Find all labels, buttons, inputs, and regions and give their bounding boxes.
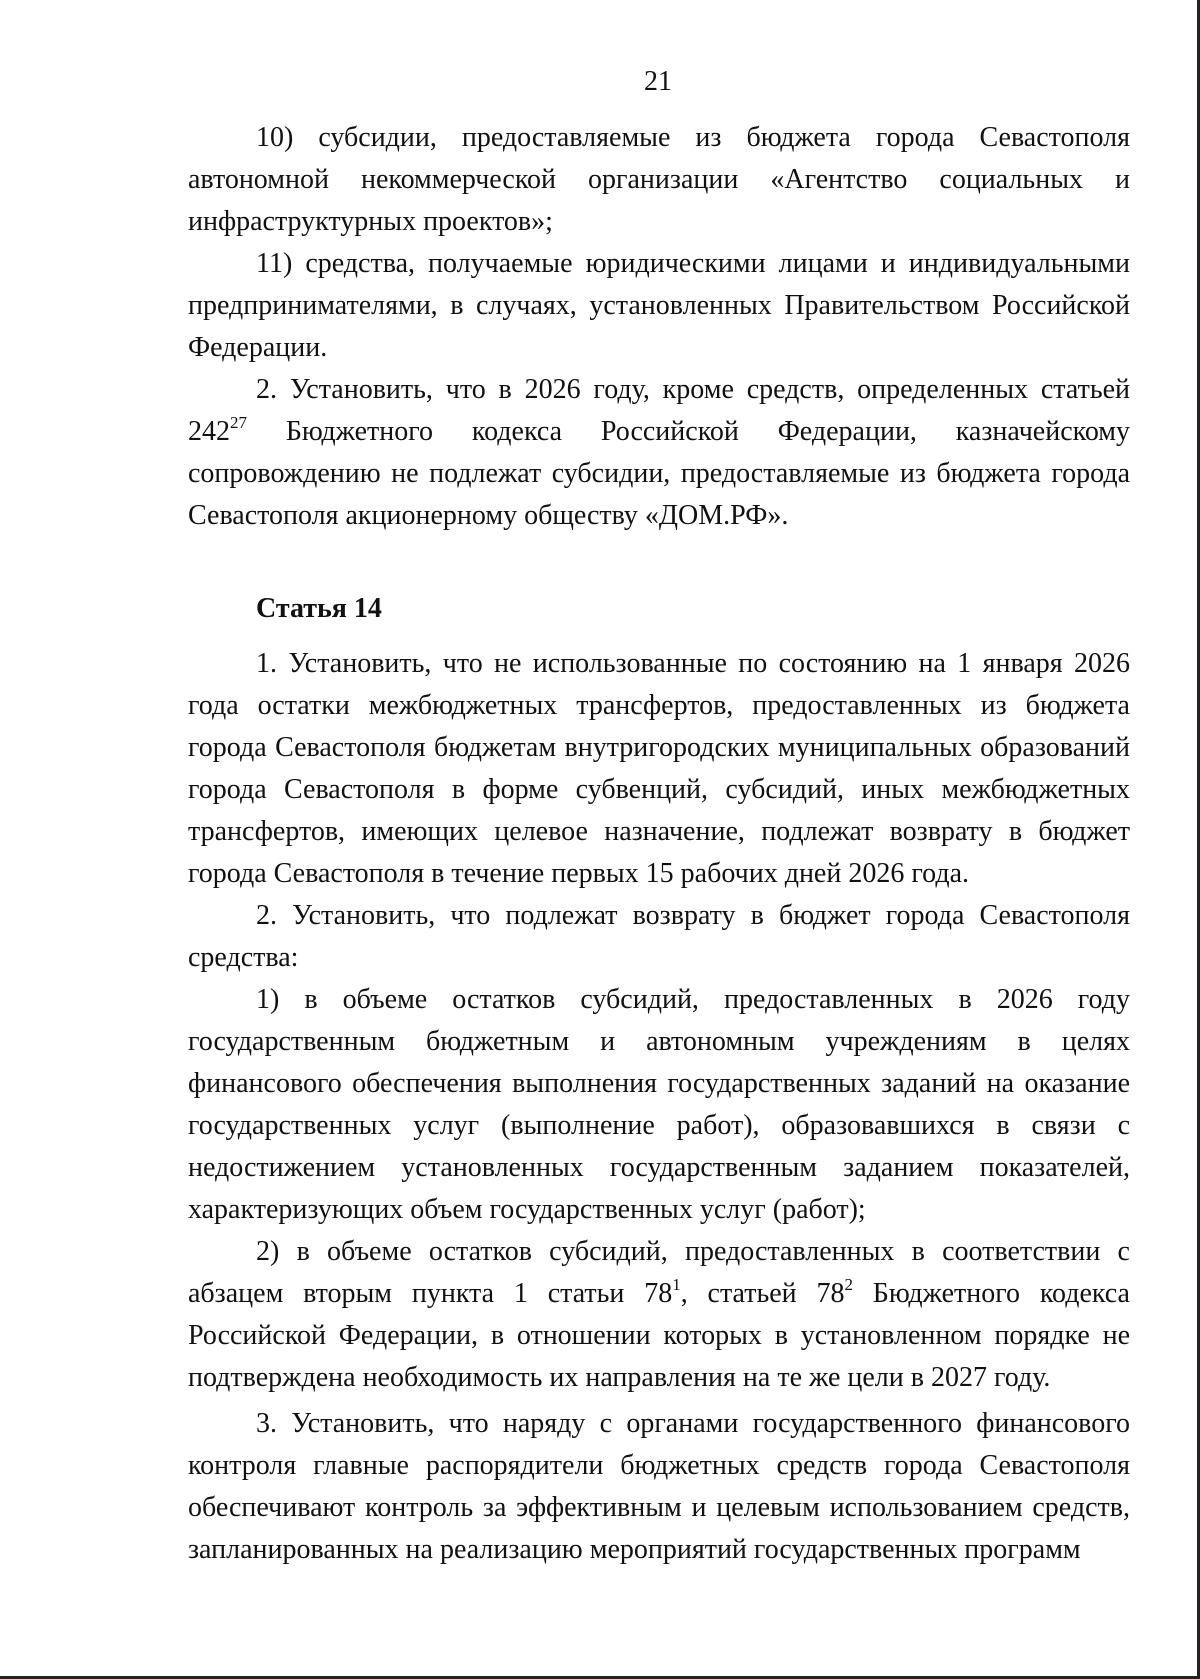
paragraph-2-text-b: Бюджетного кодекса Российской Федерации, казначейскому сопровождению не подлежат субсидии, предоставляемые из бюджета города Севастополя акционерному обществу «ДОМ.РФ».	[188, 416, 1130, 531]
page-number: 21	[644, 66, 672, 97]
article-superscript-27: 27	[230, 413, 247, 432]
paragraph-2-text-a: 2. Установить, что в 2026 году, кроме средств, определенных статьей 242	[188, 374, 1130, 447]
paragraph-2-treasury	[188, 369, 1130, 537]
article-14-paragraph-2: 2. Установить, что подлежат возврату в бюджет города Севастополя средства:	[188, 900, 1130, 973]
superscript-78-1: 1	[672, 1275, 681, 1294]
superscript-78-2: 2	[844, 1275, 853, 1294]
article-14-subitem-1: 1) в объеме остатков субсидий, предоставленных в 2026 году государственным бюджетным и автономным учреждениям в целях финансового обеспечения выполнения государственных заданий на оказание государственных услуг (выполнение работ), образовавшихся в связи с недостижением установленных государственным заданием показателей, характеризующих объем государственных услуг (работ);	[188, 984, 1130, 1225]
article-14-paragraph-3: 3. Установить, что наряду с органами государственного финансового контроля главные распорядители бюджетных средств города Севастополя обеспечивают контроль за эффективным и целевым использованием средств, запланированных на реализацию мероприятий государственных программ	[188, 1408, 1130, 1565]
article-14-body	[188, 643, 1130, 1571]
article-14-paragraph-1: 1. Установить, что не использованные по состоянию на 1 января 2026 года остатки межбюджетных трансфертов, предоставленных из бюджета города Севастополя бюджетам внутригородских муниципальных образований города Севастополя в форме субвенций, субсидий, иных межбюджетных трансфертов, имеющих целевое назначение, подлежат возврату в бюджет города Севастополя в течение первых 15 рабочих дней 2026 года.	[188, 648, 1130, 889]
subitem-2-text-c: Бюджетного кодекса Российской Федерации, в отношении которых в установленном порядке не подтверждена необходимость их направления на те же цели в 2027 году.	[188, 1278, 1130, 1393]
article-14-subitem-2	[188, 1231, 1130, 1399]
article-heading: Статья 14	[256, 593, 382, 624]
paragraph-10: 10) субсидии, предоставляемые из бюджета города Севастополя автономной некоммерческой организации «Агентство социальных и инфраструктурных проектов»;	[188, 122, 1130, 237]
subitem-2-text-b: , статьей 78	[680, 1278, 845, 1309]
subitem-2-text-a: 2) в объеме остатков субсидий, предоставленных в соответствии с абзацем вторым пункта 1 статьи 78	[188, 1236, 1130, 1309]
document-body-top	[188, 117, 1130, 537]
article-14-section	[188, 588, 1130, 630]
paragraph-11: 11) средства, получаемые юридическими лицами и индивидуальными предпринимателями, в случаях, установленных Правительством Российской Федерации.	[188, 248, 1130, 363]
